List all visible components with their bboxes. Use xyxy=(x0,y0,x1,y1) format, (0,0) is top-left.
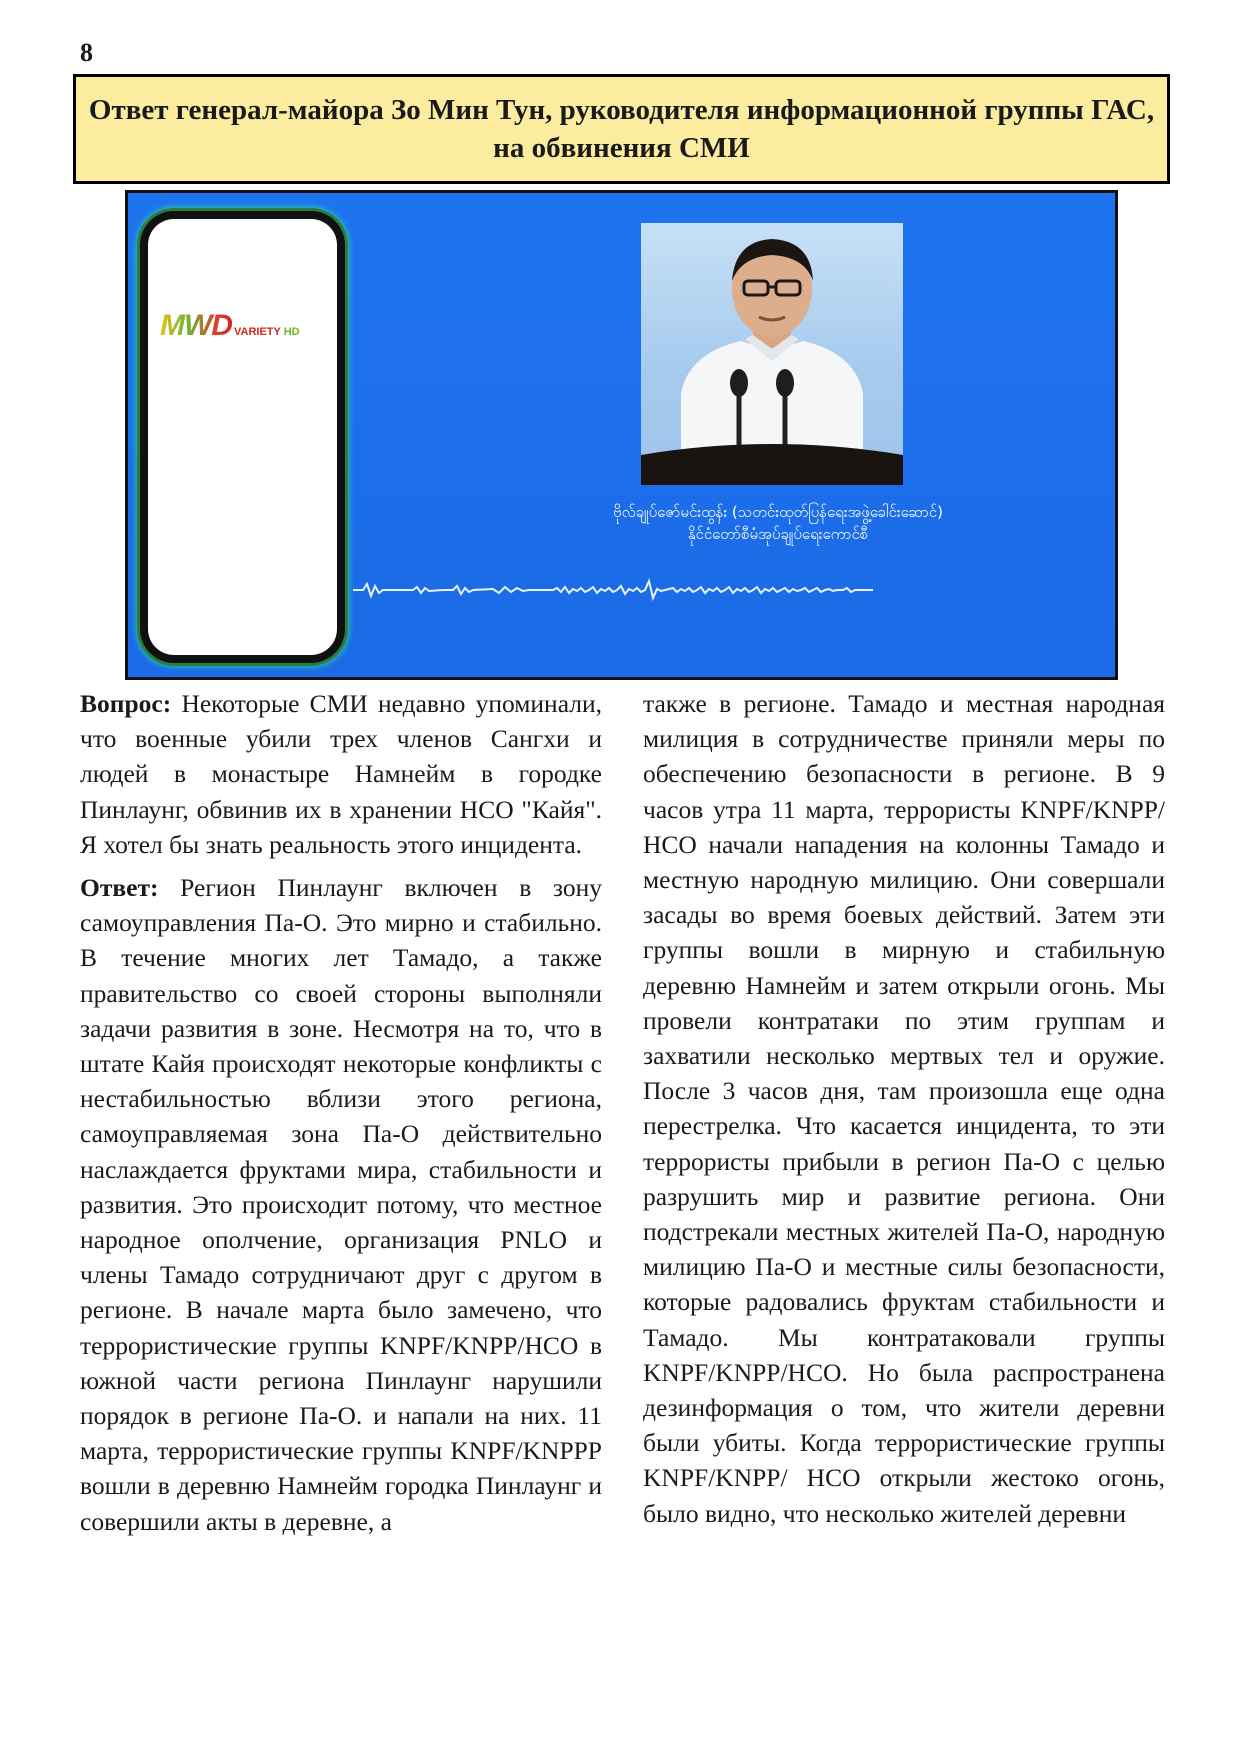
logo-sub-text xyxy=(234,326,300,338)
article-title: Ответ генерал-майора Зо Мин Тун, руководителя информационной группы ГАС, на обвинения СМИ xyxy=(88,94,1155,164)
question-text: Некоторые СМИ недавно упоминали, что военные убили трех членов Сангхи и людей в монастыре Намнейм в городке Пинлаунг, обвинив их в хранении НСО "Кайя". Я хотел бы знать реальность этого инцидента. xyxy=(80,689,602,859)
answer-label: Ответ: xyxy=(80,873,159,903)
page-number: 8 xyxy=(80,38,93,67)
phone-frame xyxy=(140,211,345,663)
answer-text-left: Регион Пинлаунг включен в зону самоуправления Па-О. Это мирно и стабильно. В течение многих лет Тамадо, а также правительство со своей стороны выполняли задачи развития в зоне. Несмотря на то, что в штате Кайя происходят некоторые конфликты с нестабильностью вблизи этого региона, самоуправляемая зона Па-О действительно наслаждается фруктами мира, стабильности и развития. Это происходит потому, что местное народное ополчение, организация PNLO и члены Тамадо сотрудничают друг с другом в регионе. В начале марта было замечено, что террористические группы KNPF/KNPP/НСО в южной части региона Пинлаунг нарушили порядок в регионе Па-О. и напали на них. 11 марта, террористические группы KNPF/KNPPP вошли в деревню Намнейм городка Пинлаунг и совершили акты в деревне, а xyxy=(80,873,602,1536)
column-left xyxy=(80,686,602,1547)
question-label: Вопрос: xyxy=(80,689,172,718)
column-right xyxy=(643,686,1165,1539)
audio-waveform xyxy=(353,578,873,602)
news-video-screenshot xyxy=(125,190,1118,680)
speaker-photo xyxy=(641,223,903,485)
question-paragraph xyxy=(80,686,602,862)
speaker-caption xyxy=(488,501,1068,545)
speaker-illustration xyxy=(641,223,903,485)
speaker-caption-line-1: ဗိုလ်ချုပ်ဇော်မင်းထွန်း (သတင်းထုတ်ပြန်ရေးအဖွဲ့ခေါင်းဆောင်) xyxy=(613,503,943,521)
speaker-caption-line-2: နိုင်ငံတော်စီမံအုပ်ချုပ်ရေးကောင်စီ xyxy=(687,525,869,543)
phone-screen xyxy=(148,219,337,655)
logo-hd: HD xyxy=(283,326,300,338)
logo-main-text: MWD xyxy=(160,309,232,342)
article-body xyxy=(80,686,1170,1696)
channel-logo xyxy=(160,311,300,341)
logo-variety: VARIETY xyxy=(233,326,281,338)
article-title-box xyxy=(73,74,1170,184)
answer-continuation: также в регионе. Тамадо и местная народная милиция в сотрудничестве приняли меры по обеспечению безопасности в регионе. В 9 часов утра 11 марта, террористы KNPF/KNPP/НСО начали нападения на колонны Тамадо и местную народную милицию. Они совершали засады во время боевых действий. Затем эти группы вошли в мирную и стабильную деревню Намнейм и затем открыли огонь. Мы провели контратаки по этим группам и захватили несколько мертвых тел и оружие. После 3 часов дня, там произошла еще одна перестрелка. Что касается инцидента, то эти террористы прибыли в регион Па-О с целью разрушить мир и развитие региона. Они подстрекали местных жителей Па-О, народную милицию Па-О и местные силы безопасности, которые радовались фруктам стабильности и Тамадо. Мы контратаковали группы KNPF/KNPP/НСО. Но была распространена дезинформация о том, что жители деревни были убиты. Когда террористические группы KNPF/KNPP/ НСО открыли жестоко огонь, было видно, что несколько жителей деревни xyxy=(643,689,1165,1528)
answer-paragraph xyxy=(80,870,602,1539)
